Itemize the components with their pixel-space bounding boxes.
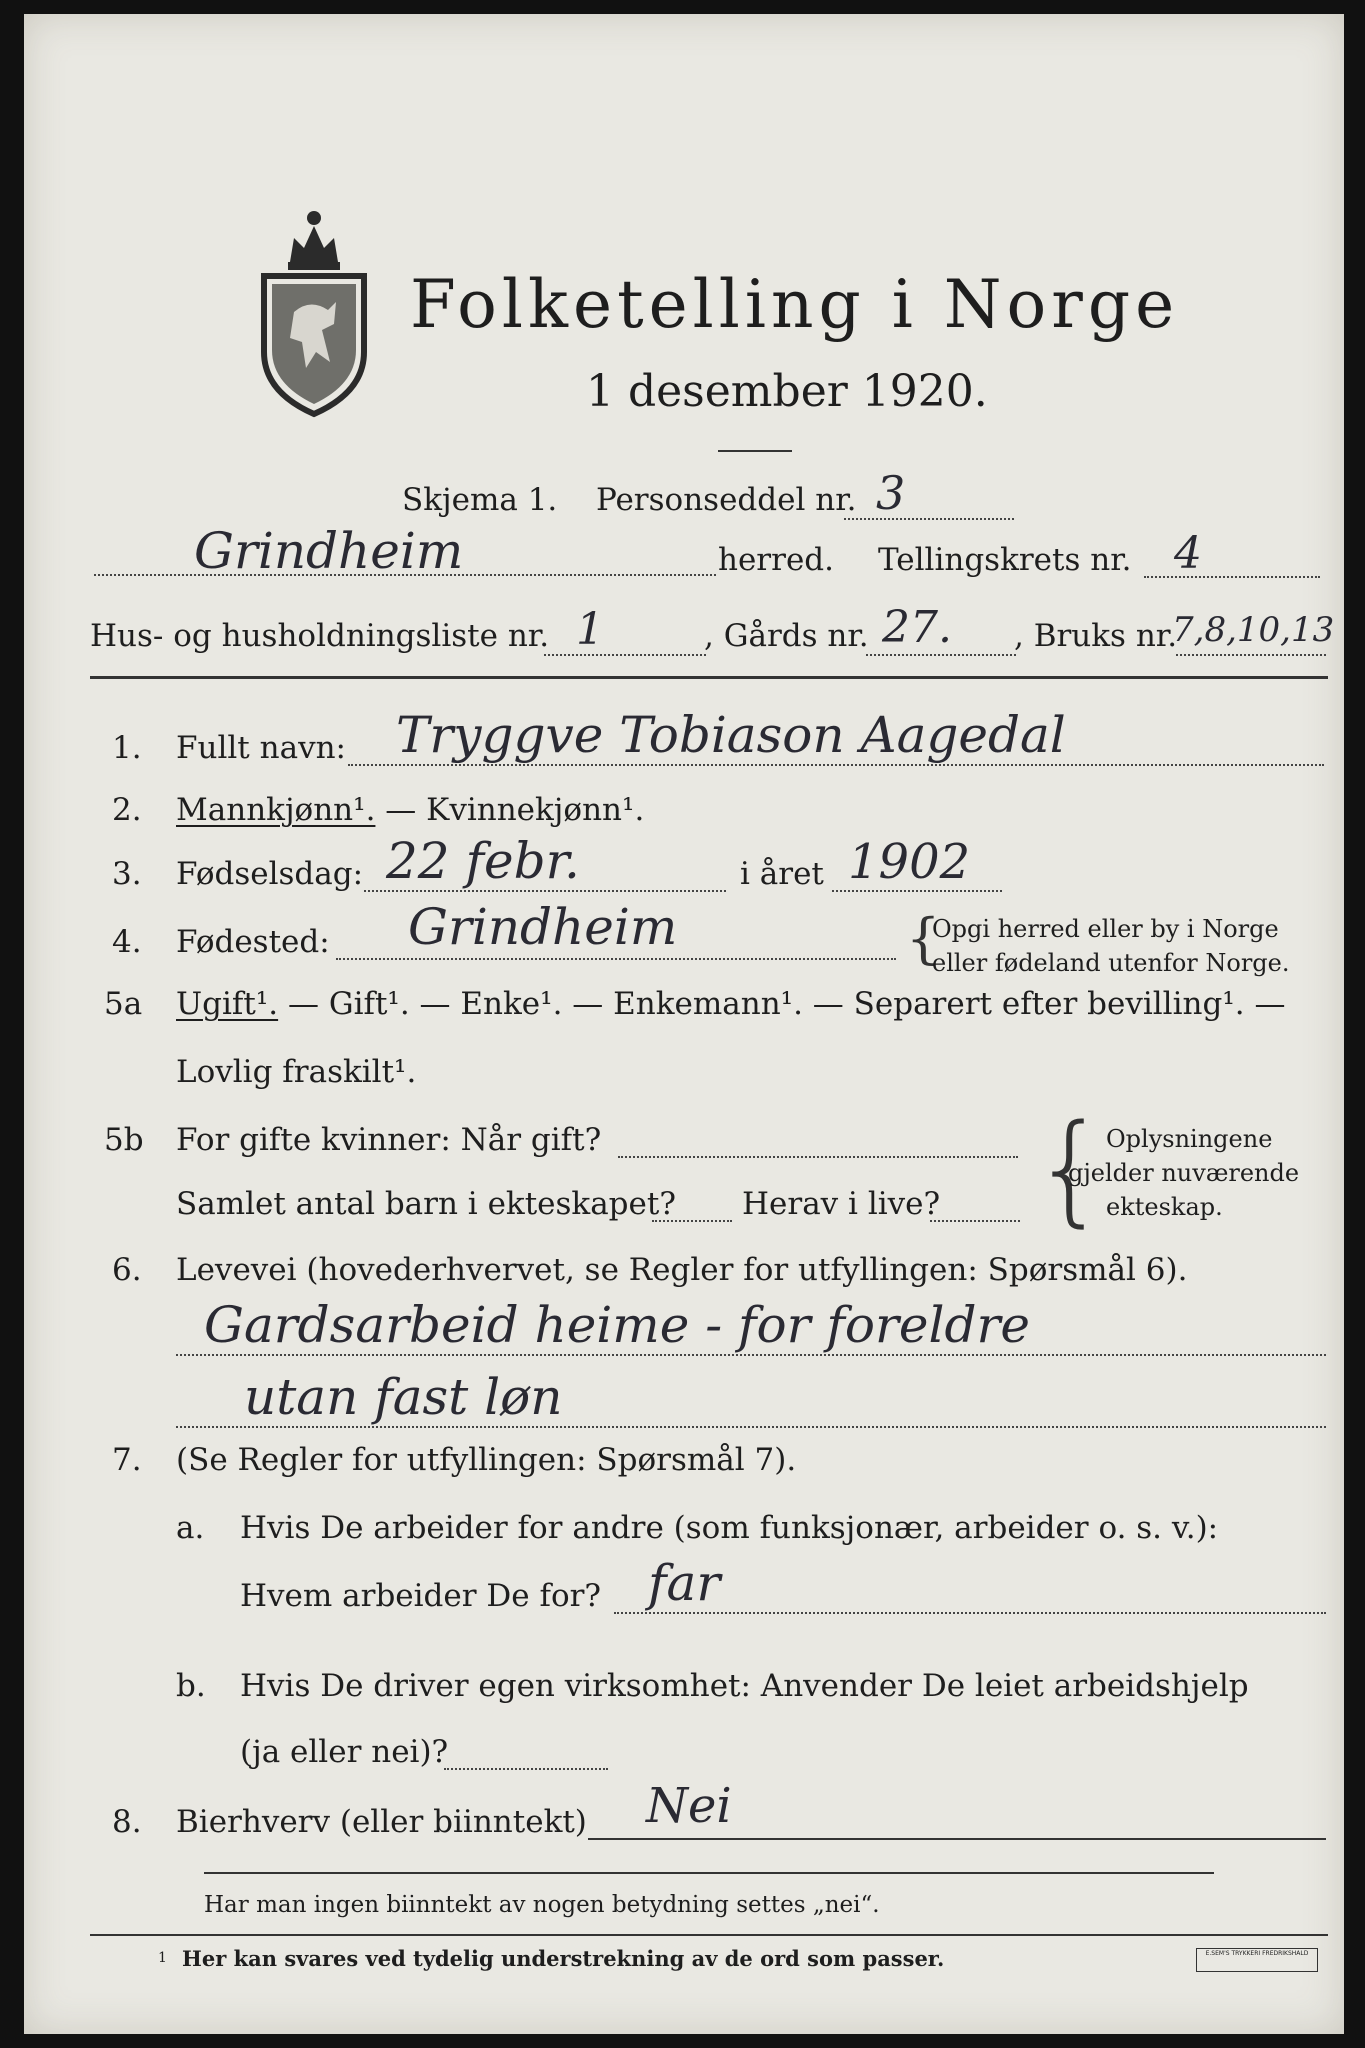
q6-number: 6.: [112, 1252, 142, 1288]
q7a-line: [614, 1612, 1326, 1614]
q7a-label: Hvis De arbeider for andre (som funksjonær, arbeider o. s. v.):: [240, 1510, 1219, 1546]
q5b-children-label: Samlet antal barn i ekteskapet?: [176, 1186, 676, 1222]
q7b-label: Hvis De driver egen virksomhet: Anvender De leiet arbeidshjelp: [240, 1668, 1249, 1704]
q5b-note-2: gjelder nuværende: [1068, 1159, 1300, 1187]
q1-label: Fullt navn:: [176, 730, 346, 766]
norway-coat-of-arms-icon: [250, 202, 378, 418]
q4-note-2: eller fødeland utenfor Norge.: [932, 949, 1290, 977]
husholdning-label: Hus- og husholdningsliste nr.: [90, 618, 550, 654]
husholdning-value: 1: [576, 604, 604, 655]
q3-year-label: i året: [740, 856, 824, 892]
q3-value: 22 febr.: [386, 832, 580, 890]
q4-label: Fødested:: [176, 924, 330, 960]
q5a-other-options: — Gift¹. — Enke¹. — Enkemann¹. — Separert efter bevilling¹. —: [278, 986, 1286, 1022]
footnote-text: Her kan svares ved tydelig understrekning av de ord som passer.: [182, 1946, 945, 1971]
bruks-label: , Bruks nr.: [1014, 618, 1178, 654]
q5a-line2: Lovlig fraskilt¹.: [176, 1054, 417, 1090]
bruks-line: [1176, 654, 1326, 656]
gards-value: 27.: [882, 602, 952, 653]
q5a-ugift-option: Ugift¹.: [176, 986, 279, 1022]
q4-number: 4.: [112, 924, 142, 960]
q8-value: Nei: [646, 1778, 732, 1834]
q7-label: (Se Regler for utfyllingen: Spørsmål 7).: [176, 1442, 797, 1478]
q5a-options: [176, 986, 1285, 1022]
q3-number: 3.: [112, 856, 142, 892]
footer-rule: [90, 1934, 1328, 1936]
q7a-letter: a.: [176, 1510, 205, 1546]
q1-value: Tryggve Tobiason Aagedal: [396, 706, 1066, 764]
q1-number: 1.: [112, 730, 142, 766]
q7a-sub-label: Hvem arbeider De for?: [240, 1578, 602, 1614]
q7b-letter: b.: [176, 1668, 206, 1704]
skjema-label: Skjema 1.: [402, 482, 558, 518]
husholdning-line: [544, 654, 706, 656]
census-date: 1 desember 1920.: [586, 366, 988, 417]
q4-note-1: Opgi herred eller by i Norge: [932, 915, 1279, 943]
q6-value-1: Gardsarbeid heime - for foreldre: [204, 1296, 1030, 1354]
q2-options: Mannkjønn¹. — Kvinnekjønn¹.: [176, 792, 645, 828]
q3-year-value: 1902: [848, 834, 971, 890]
q7b-line: [444, 1768, 608, 1770]
q6-line-1: [176, 1354, 1326, 1356]
q7b-sub-label: (ja eller nei)?: [240, 1734, 449, 1770]
printer-stamp: E.SEM'S TRYKKERI FREDRIKSHALD: [1196, 1948, 1318, 1972]
q5b-children-line: [652, 1220, 732, 1222]
page-title: Folketelling i Norge: [410, 266, 1180, 343]
gards-line: [866, 654, 1016, 656]
bruks-value: 7,8,10,13: [1172, 610, 1335, 650]
q7-number: 7.: [112, 1442, 142, 1478]
q8-line: [588, 1838, 1326, 1840]
q4-value: Grindheim: [408, 898, 678, 956]
q5a-number: 5a: [104, 986, 143, 1022]
q5b-note-3: ekteskap.: [1106, 1193, 1223, 1221]
q5b-number: 5b: [104, 1122, 144, 1158]
gards-label: , Gårds nr.: [704, 618, 869, 654]
q5b-note-1: Oplysningene: [1106, 1125, 1273, 1153]
footer-note: Har man ingen biinntekt av nogen betydning settes „nei“.: [204, 1892, 880, 1918]
q1-line: [348, 764, 1324, 766]
tellingskrets-label: Tellingskrets nr.: [878, 542, 1132, 578]
q6-label: Levevei (hovederhvervet, se Regler for utfyllingen: Spørsmål 6).: [176, 1252, 1188, 1288]
q5b-married-label: For gifte kvinner: Når gift?: [176, 1122, 602, 1158]
q3-year-line: [832, 890, 1002, 892]
personseddel-line: [844, 518, 1014, 520]
q3-label: Fødselsdag:: [176, 856, 364, 892]
q4-line: [336, 958, 896, 960]
q8-number: 8.: [112, 1804, 142, 1840]
q5b-alive-label: Herav i live?: [742, 1186, 941, 1222]
q5b-brace: {: [1032, 1100, 1109, 1239]
tellingskrets-value: 4: [1174, 528, 1202, 579]
q2-mann-option: Mannkjønn¹.: [176, 792, 376, 828]
header-rule: [90, 676, 1328, 679]
title-divider: [718, 450, 792, 452]
q2-number: 2.: [112, 792, 142, 828]
q4-brace: {: [906, 907, 941, 970]
q6-line-2: [176, 1426, 1326, 1428]
q7a-value: far: [648, 1554, 721, 1612]
personseddel-value: 3: [876, 466, 906, 520]
q3-line: [364, 890, 726, 892]
q8-label: Bierhverv (eller biinntekt): [176, 1804, 587, 1840]
herred-value: Grindheim: [194, 522, 464, 580]
footer-rule-top: [204, 1872, 1214, 1874]
personseddel-label: Personseddel nr.: [596, 482, 857, 518]
q5b-married-line: [618, 1156, 1018, 1158]
q6-value-2: utan fast løn: [244, 1368, 563, 1426]
tellingskrets-line: [1144, 576, 1320, 578]
q2-kvinne-option: Kvinnekjønn¹.: [426, 792, 645, 828]
census-form-page: [24, 14, 1344, 2034]
herred-label: herred.: [718, 542, 834, 578]
footnote-mark: 1: [158, 1950, 167, 1966]
q5b-alive-line: [930, 1220, 1020, 1222]
